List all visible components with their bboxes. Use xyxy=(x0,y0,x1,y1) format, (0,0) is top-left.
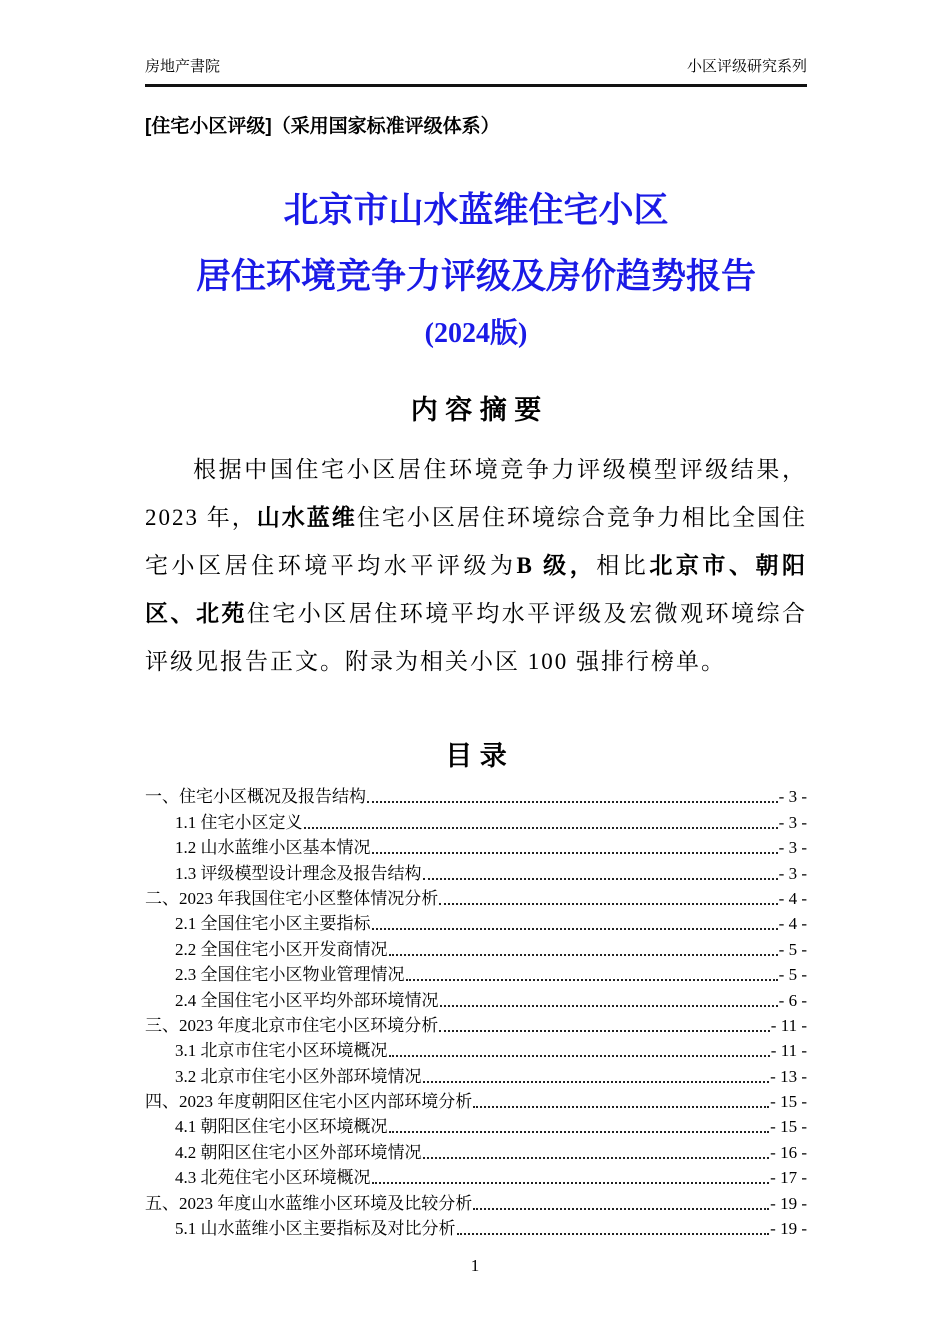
toc-dot-leader xyxy=(457,1233,770,1235)
toc-entry-label: 2.2 全国住宅小区开发商情况 xyxy=(175,939,388,959)
report-title-line2: 居住环境竞争力评级及房价趋势报告 xyxy=(195,257,756,296)
toc-entry xyxy=(145,986,807,1011)
toc-entry xyxy=(145,1037,807,1062)
toc-entry xyxy=(145,1215,807,1240)
abstract-text: 住宅小区居住环境平均水平评级及宏微观环境综合评级见报告正文。附录为相关小区 100 强排行榜单。 xyxy=(145,601,808,674)
toc-dot-leader xyxy=(389,1055,770,1057)
toc-entry-label: 1.1 住宅小区定义 xyxy=(175,812,303,832)
toc-entry-label: 2.3 全国住宅小区物业管理情况 xyxy=(175,965,405,985)
toc-entry-page: - 13 - xyxy=(770,1066,807,1086)
toc-dot-leader xyxy=(406,979,778,981)
toc-entry-label: 4.3 北苑住宅小区环境概况 xyxy=(175,1168,371,1188)
toc-dot-leader xyxy=(423,1157,770,1159)
toc-entry xyxy=(145,1189,807,1214)
toc-entry-page: - 4 - xyxy=(778,888,807,908)
toc-entry xyxy=(145,961,807,986)
toc-dot-leader xyxy=(372,1182,770,1184)
toc-dot-leader xyxy=(473,1106,769,1108)
toc-entry-label: 4.1 朝阳区住宅小区环境概况 xyxy=(175,1117,388,1137)
toc-entry xyxy=(145,808,807,833)
rating-system-tagline: [住宅小区评级]（采用国家标准评级体系） xyxy=(145,116,500,137)
toc-dot-leader xyxy=(473,1208,769,1210)
toc-entry-label: 4.2 朝阳区住宅小区外部环境情况 xyxy=(175,1142,422,1162)
toc-entry-page: - 15 - xyxy=(770,1117,807,1137)
toc-dot-leader xyxy=(304,827,778,829)
toc-dot-leader xyxy=(372,928,778,930)
abstract-bold-text: 北京市、朝阳区、北苑 xyxy=(145,553,808,626)
toc-entry-label: 五、2023 年度山水蓝维小区环境及比较分析 xyxy=(145,1193,473,1213)
toc-entry-label: 1.3 评级模型设计理念及报告结构 xyxy=(175,863,422,883)
header-right-text: 小区评级研究系列 xyxy=(686,58,807,75)
toc-entry xyxy=(145,910,807,935)
toc-entry-label: 3.2 北京市住宅小区外部环境情况 xyxy=(175,1066,422,1086)
header-left-text: 房地产書院 xyxy=(145,58,221,75)
toc-dot-leader xyxy=(389,1131,770,1133)
report-edition: (2024版) xyxy=(424,318,528,349)
toc-entry xyxy=(145,859,807,884)
abstract-bold-text: B 级， xyxy=(516,553,597,578)
toc-entry xyxy=(145,1138,807,1163)
toc-list xyxy=(145,783,807,1240)
toc-entry-page: - 3 - xyxy=(778,812,807,832)
toc-entry-label: 5.1 山水蓝维小区主要指标及对比分析 xyxy=(175,1219,456,1239)
toc-entry-page: - 19 - xyxy=(770,1193,807,1213)
toc-entry-page: - 3 - xyxy=(778,838,807,858)
toc-entry-page: - 3 - xyxy=(778,863,807,883)
toc-entry-page: - 6 - xyxy=(778,990,807,1010)
abstract-heading: 内 容 摘 要 xyxy=(410,395,542,425)
toc-entry-page: - 5 - xyxy=(778,965,807,985)
report-title-line1: 北京市山水蓝维住宅小区 xyxy=(283,191,669,230)
toc-entry-label: 一、住宅小区概况及报告结构 xyxy=(145,787,366,807)
toc-dot-leader xyxy=(439,903,777,905)
toc-entry xyxy=(145,783,807,808)
toc-dot-leader xyxy=(367,801,778,803)
toc-entry xyxy=(145,885,807,910)
footer-page-number: 1 xyxy=(470,1256,480,1275)
toc-entry xyxy=(145,1012,807,1037)
toc-entry-page: - 11 - xyxy=(770,1041,807,1061)
toc-entry-label: 三、2023 年度北京市住宅小区环境分析 xyxy=(145,1015,439,1035)
toc-entry xyxy=(145,1113,807,1138)
toc-entry-label: 四、2023 年度朝阳区住宅小区内部环境分析 xyxy=(145,1092,473,1112)
toc-entry-page: - 5 - xyxy=(778,939,807,959)
abstract-text: 住宅小区居住环境综合竞争力相比全国住宅小区居住环境平均水平评级为 xyxy=(145,505,808,578)
toc-entry-page: - 3 - xyxy=(778,787,807,807)
abstract-paragraph xyxy=(145,446,807,686)
toc-entry xyxy=(145,1164,807,1189)
toc-entry-page: - 4 - xyxy=(778,914,807,934)
toc-entry xyxy=(145,1088,807,1113)
toc-entry-label: 1.2 山水蓝维小区基本情况 xyxy=(175,838,371,858)
toc-entry-page: - 15 - xyxy=(770,1092,807,1112)
toc-dot-leader xyxy=(439,1030,770,1032)
toc-entry-label: 3.1 北京市住宅小区环境概况 xyxy=(175,1041,388,1061)
toc-dot-leader xyxy=(440,1005,778,1007)
toc-dot-leader xyxy=(423,878,778,880)
toc-entry-label: 2.1 全国住宅小区主要指标 xyxy=(175,914,371,934)
toc-dot-leader xyxy=(372,852,778,854)
toc-entry xyxy=(145,834,807,859)
toc-dot-leader xyxy=(389,954,778,956)
abstract-text: 相比 xyxy=(596,553,650,578)
toc-dot-leader xyxy=(423,1081,770,1083)
toc-entry-page: - 19 - xyxy=(770,1219,807,1239)
toc-entry-page: - 16 - xyxy=(770,1142,807,1162)
toc-entry-label: 二、2023 年我国住宅小区整体情况分析 xyxy=(145,888,439,908)
toc-entry xyxy=(145,1062,807,1087)
toc-entry xyxy=(145,935,807,960)
toc-entry-page: - 11 - xyxy=(770,1015,807,1035)
toc-entry-label: 2.4 全国住宅小区平均外部环境情况 xyxy=(175,990,439,1010)
abstract-text: 根据中国住宅小区居住环境竞争力评级模型评级结果，2023 年， xyxy=(145,457,807,530)
page-header xyxy=(145,56,807,87)
toc-heading: 目 录 xyxy=(445,741,507,771)
abstract-bold-text: 山水蓝维 xyxy=(256,505,357,530)
toc-entry-page: - 17 - xyxy=(770,1168,807,1188)
